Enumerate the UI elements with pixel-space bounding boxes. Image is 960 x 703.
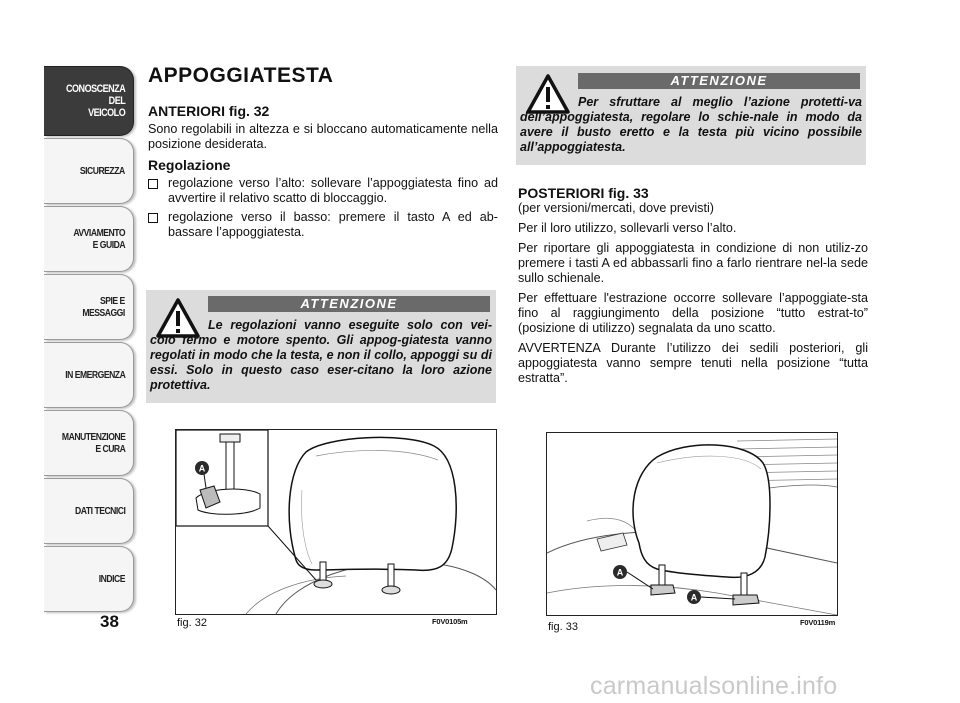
callout-label: A [198,463,206,474]
figure-33-label: fig. 33 [548,621,578,633]
figure-33-code: F0V0119m [800,618,836,627]
paragraph: Per riportare gli appoggiatesta in condizione di non utiliz-zo premere i tasti A ed abbassarli fino a farlo rientrare nel-la sede sullo schienale. [518,241,868,285]
left-column [148,104,498,244]
tab-conoscenza-del-veicolo[interactable] [44,66,134,136]
tab-avviamento-e-guida[interactable] [44,206,134,272]
figure-32-front-headrest [175,429,497,615]
list-item [148,210,498,240]
tab-sicurezza[interactable] [44,138,134,204]
section-heading-posteriori: POSTERIORI fig. 33 [518,185,649,201]
front-headrest-illustration [176,430,496,614]
paragraph: Per effettuare l'estrazione occorre sollevare l’appoggiate-sta fino al raggiungimento della posizione “tutto estrat-to” (posizione di utilizzo) segnalata da uno scatto. [518,291,868,335]
paragraph: (per versioni/mercati, dove previsti) [518,201,714,215]
figure-32-label: fig. 32 [177,617,207,629]
paragraph: AVVERTENZA Durante l’utilizzo dei sedili posteriori, gli appoggiatesta vanno sempre tenuti nella posizione “tutta estratta”. [518,341,868,385]
warning-box-left [146,290,496,403]
list-item [148,176,498,206]
page-number: 38 [100,612,119,631]
warning-label: ATTENZIONE [578,73,860,89]
callout-label: A [690,592,698,603]
checkbox-bullet-icon [148,213,158,223]
subheading-regolazione: Regolazione [148,157,231,173]
warning-box-right [516,66,866,165]
checkbox-bullet-icon [148,179,158,189]
right-column [518,186,868,391]
tab-in-emergenza[interactable] [44,342,134,408]
tab-label: SICUREZZA [80,165,125,177]
section-heading-anteriori: ANTERIORI fig. 32 [148,103,270,119]
tab-label: INDICE [98,573,125,585]
tab-label: SPIE E MESSAGGI [82,295,125,319]
bullet-text: regolazione verso il basso: premere il tasto A ed ab-bassare l’appoggiatesta. [168,210,498,239]
rear-headrest-illustration [547,433,837,615]
figure-32-code: F0V0105m [432,617,468,626]
page-title: APPOGGIATESTA [148,64,334,87]
tab-indice[interactable] [44,546,134,612]
tab-label: MANUTENZIONE E CURA [61,431,125,455]
warning-text: Per sfruttare al meglio l’azione protetti-va dell’appoggiatesta, regolare lo schie-nale in modo da avere il busto eretto e la testa più vicino possibile all’appoggiatesta. [520,95,862,154]
tab-spie-e-messaggi[interactable] [44,274,134,340]
callout-label: A [616,567,624,578]
tab-dati-tecnici[interactable] [44,478,134,544]
watermark: carmanualsonline.info [590,672,838,700]
tab-label: IN EMERGENZA [64,369,125,381]
warning-text: Le regolazioni vanno eseguite solo con vei-colo fermo e motore spento. Gli appog-giatesta vanno regolati in modo che la testa, e non il collo, appoggi su di essi. Solo in questo caso eser-citano la loro azione protettiva. [150,318,492,392]
tab-label: DATI TECNICI [74,505,125,517]
figure-33-rear-headrest [546,432,838,616]
intro-paragraph: Sono regolabili in altezza e si bloccano automaticamente nella posizione desiderata. [148,122,498,151]
paragraph: Per il loro utilizzo, sollevarli verso l’alto. [518,221,737,235]
tab-manutenzione-e-cura[interactable] [44,410,134,476]
warning-label: ATTENZIONE [208,296,490,312]
bullet-text: regolazione verso l’alto: sollevare l’appoggiatesta fino ad avvertire il relativo scatto di bloccaggio. [168,176,498,205]
tab-label: AVVIAMENTO E GUIDA [73,227,125,251]
tab-label: CONOSCENZA DEL VEICOLO [65,83,125,119]
